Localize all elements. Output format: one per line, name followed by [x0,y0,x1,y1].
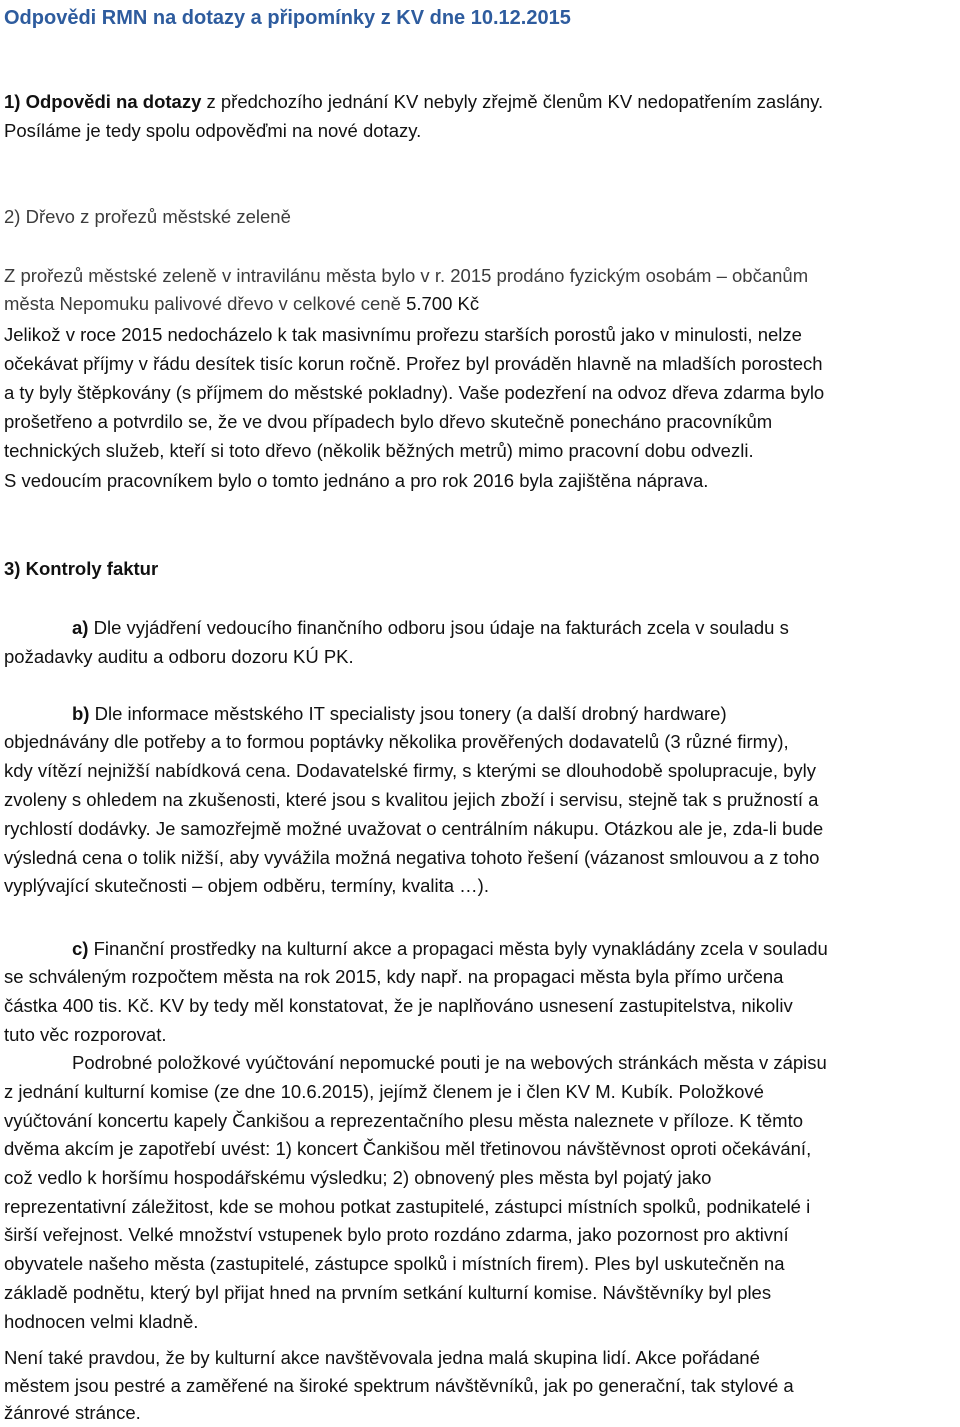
paragraph-line: reprezentativní záležitost, kde se mohou potkat zastupitelé, zástupci místních spolků, podnikatelé i [4,1195,811,1217]
paragraph-line: Jelikož v roce 2015 nedocházelo k tak masivnímu prořezu starších porostů jako v minulosti, nelze [4,323,802,345]
paragraph-line: kdy vítězí nejnižší nabídková cena. Dodavatelské firmy, s kterými se dlouhodobě spolupracuje, byly [4,760,817,782]
item-c-label: c) [72,937,89,959]
paragraph-line: Není také pravdou, že by kulturní akce navštěvovala jedna malá skupina lidí. Akce pořádané [4,1347,760,1368]
paragraph-line: Z prořezů městské zeleně v intravilánu města bylo v r. 2015 prodáno fyzickým osobám – občanům [4,264,809,286]
paragraph-line: vyúčtování koncertu kapely Čankišou a reprezentačního plesu města naleznete v příloze. K těmto [4,1109,804,1131]
section-2-heading-block [4,202,956,231]
title-block [4,4,956,33]
paragraph-line: výsledná cena o tolik nižší, aby vyvážila možná negativa tohoto řešení (vázanost smlouvou a z toho [4,846,820,868]
section-3-heading: 3) Kontroly faktur [4,557,159,579]
paragraph-line: očekávat příjmy v řádu desítek tisíc korun ročně. Prořez byl prováděn hlavně na mladších porostech [4,352,823,374]
item-c-text: Finanční prostředky na kulturní akce a propagaci města byly vynakládány zcela v souladu [93,937,828,959]
section-1 [4,87,956,145]
paragraph-line: žánrové stránce. [4,1402,141,1424]
paragraph-line: tuto věc rozporovat. [4,1023,167,1045]
paragraph-line: prošetřeno a potvrdilo se, že ve dvou případech bylo dřevo skutečně ponecháno pracovníkům [4,411,773,433]
paragraph-line [4,700,956,729]
item-c-paragraph [4,935,956,1337]
paragraph-line: širší veřejnost. Velké množství vstupenek bylo proto rozdáno zdarma, jako pozornost pro aktivní [4,1224,789,1246]
paragraph-line: zvoleny s ohledem na zkušenosti, které jsou s kvalitou jejich zboží i servisu, stejně tak s pružností a [4,788,819,810]
paragraph-line: a ty byly štěpkovány (s příjmem do městské pokladny). Vaše podezření na odvoz dřeva zdarma bylo [4,381,825,403]
item-a-label: a) [72,616,89,638]
paragraph-line: dvěma akcím je zapotřebí uvést: 1) koncert Čankišou měl třetinovou návštěvnost oproti očekávání, [4,1138,812,1160]
paragraph-line: požadavky auditu a odboru dozoru KÚ PK. [4,645,354,667]
section-2-heading: 2) Dřevo z prořezů městské zeleně [4,205,291,227]
paragraph-line: částka 400 tis. Kč. KV by tedy měl konstatovat, že je naplňováno usnesení zastupitelstva, nikoliv [4,994,793,1016]
paragraph-line: z jednání kulturní komise (ze dne 10.6.2015), jejímž členem je i člen KV M. Kubík. Položkové [4,1081,764,1103]
paragraph-line: hodnocen velmi kladně. [4,1310,199,1332]
paragraph-line [4,290,956,319]
paragraph-line: technických služeb, kteří si toto dřevo (několik běžných metrů) mimo pracovní dobu odvezli. [4,440,754,462]
item-a-text: Dle vyjádření vedoucího finančního odboru jsou údaje na fakturách zcela v souladu s [93,616,789,638]
paragraph-line: S vedoucím pracovníkem bylo o tomto jednáno a pro rok 2016 byla zajištěna náprava. [4,469,709,491]
paragraph-line: objednávány dle potřeby a to formou poptávky několika prověřených dodavatelů (3 různé firmy), [4,731,789,753]
item-b-text: Dle informace městského IT specialisty jsou tonery (a další drobný hardware) [94,702,727,724]
section-3-heading-block [4,554,956,583]
closing-paragraph [4,1344,956,1427]
paragraph-line: rychlostí dodávky. Je samozřejmě možné uvažovat o centrálním nákupu. Otázkou ale je, zda-li bude [4,817,824,839]
paragraph-line: což vedlo k horšímu hospodářskému výsledku; 2) obnovený ples města byl pojatý jako [4,1167,712,1189]
item-b-paragraph [4,700,956,902]
document-title: Odpovědi RMN na dotazy a připomínky z KV dne 10.12.2015 [4,7,571,29]
sale-amount: 5.700 Kč [406,293,480,315]
paragraph-line: Posíláme je tedy spolu odpověďmi na nové dotazy. [4,119,422,141]
paragraph-line [4,613,956,642]
paragraph-line: se schváleným rozpočtem města na rok 2015, kdy např. na propagaci města byla přímo určena [4,966,784,988]
section-1-text: z předchozího jednání KV nebyly zřejmě členům KV nedopatřením zaslány. [206,90,824,112]
paragraph-line [4,935,956,964]
section-2-sale-paragraph [4,262,956,320]
item-a-paragraph [4,613,956,671]
paragraph-line [4,87,956,116]
item-b-label: b) [72,702,90,724]
sale-text: města Nepomuku palivové dřevo v celkové ceně [4,293,401,315]
section-2-explanation-paragraph [4,320,956,495]
paragraph-line: městem jsou pestré a zaměřené na široké spektrum návštěvníků, jak po generační, tak stylové a [4,1374,794,1396]
paragraph-line: Podrobné položkové vyúčtování nepomucké pouti je na webových stránkách města v zápisu [72,1052,827,1074]
paragraph-line: základě podnětu, který byl přijat hned na prvním setkání kulturní komise. Návštěvníky byl ples [4,1281,772,1303]
paragraph-line: obyvatele našeho města (zastupitelé, zástupce spolků i místních firem). Ples byl uskutečněn na [4,1253,785,1275]
paragraph-line: vyplývající skutečnosti – objem odběru, termíny, kvalita …). [4,875,489,897]
section-1-label: 1) Odpovědi na dotazy [4,90,202,112]
